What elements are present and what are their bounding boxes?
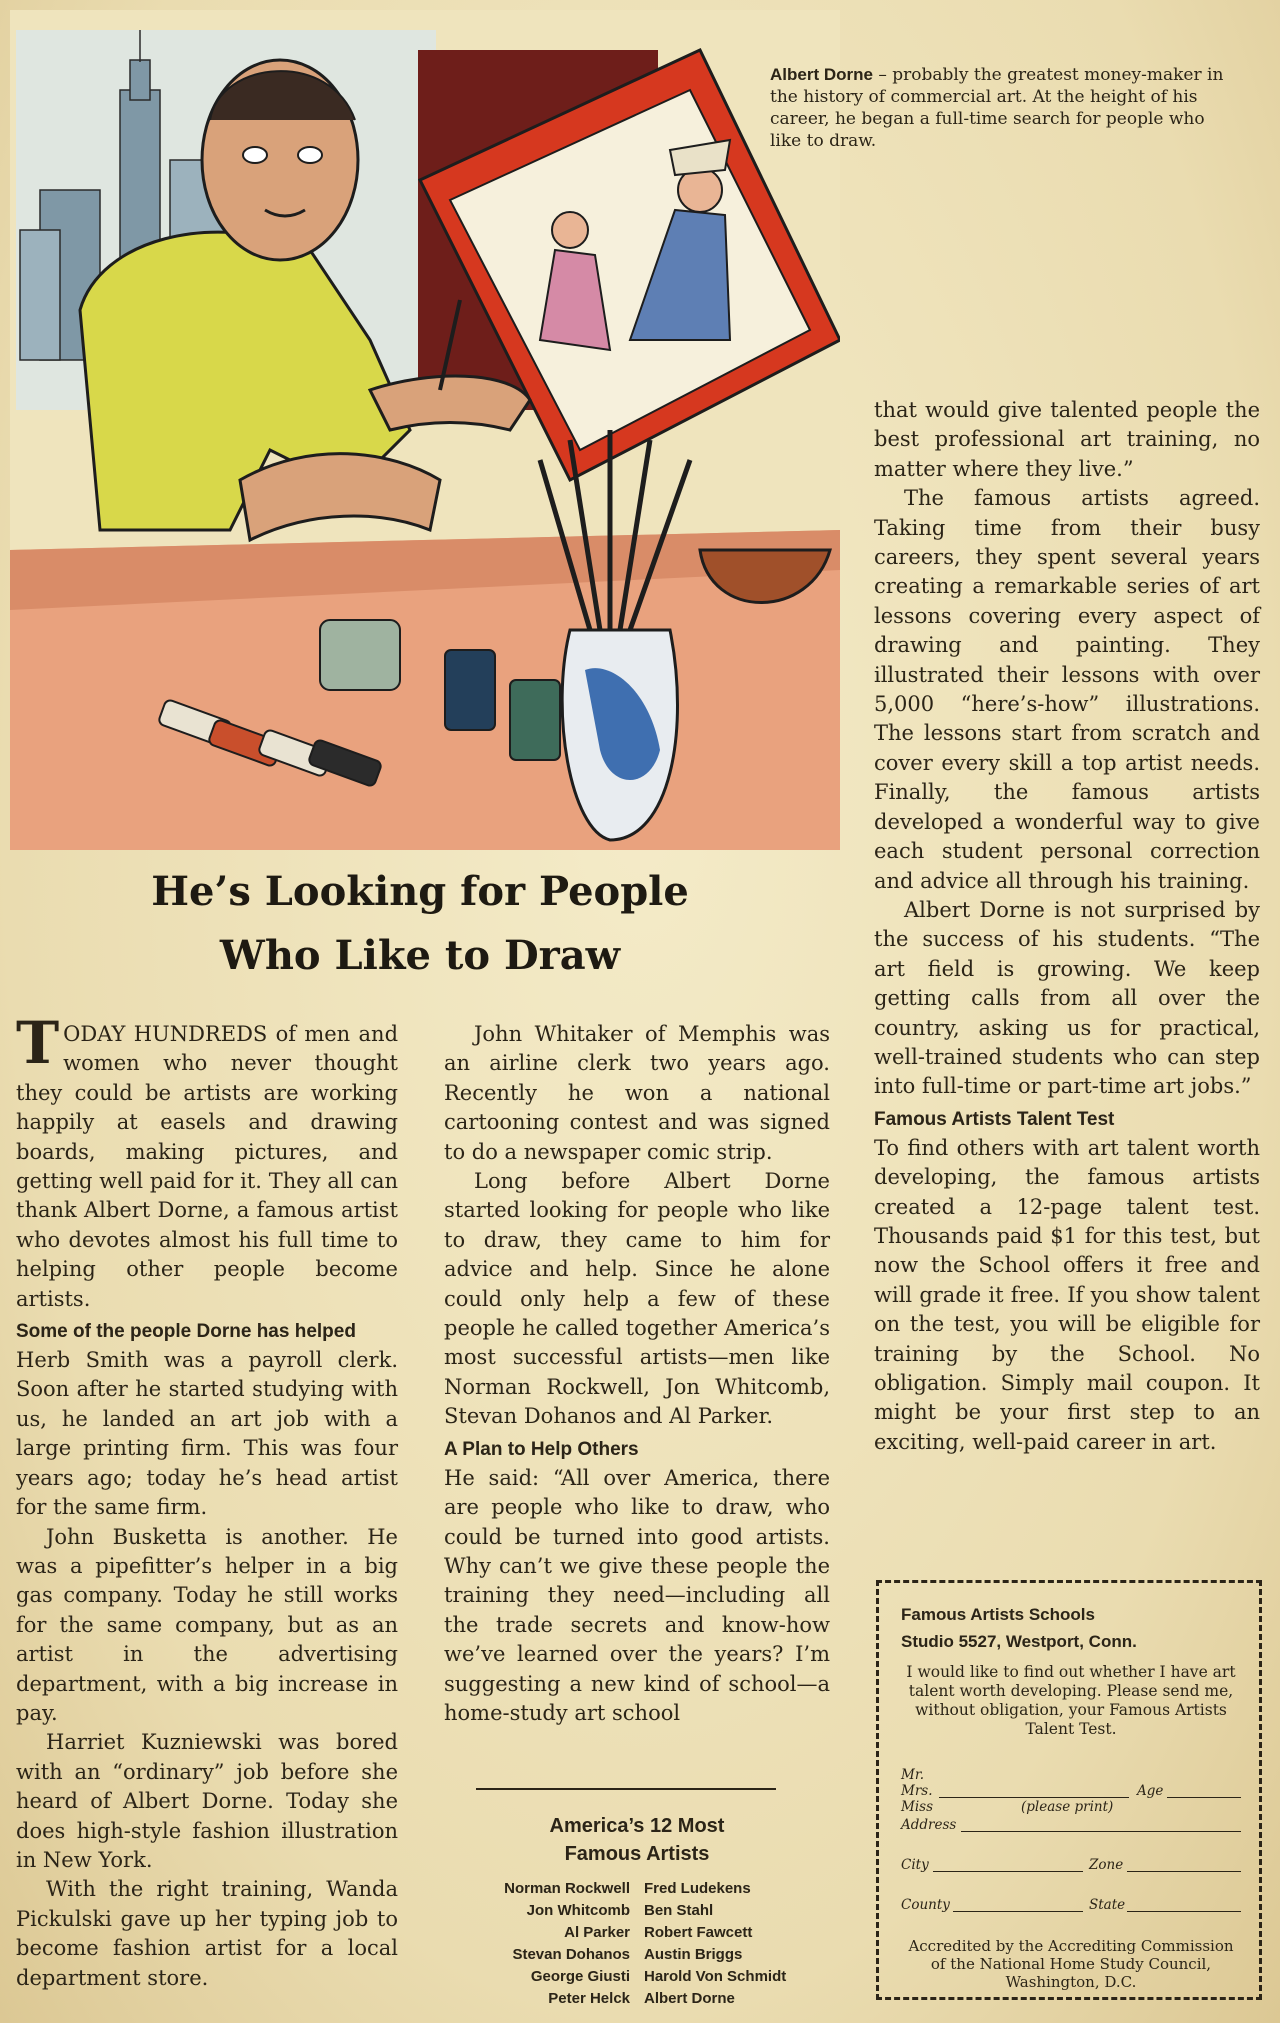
- address-label: Address: [901, 1817, 957, 1833]
- artist-name: Fred Ludekens: [644, 1880, 751, 1897]
- paragraph-continued: that would give talented people the best professional art training, no matter where they live.”: [874, 398, 1260, 481]
- paragraph-harriet: Harriet Kuzniewski was bored with an “ordinary” job before she heard of Albert Dorne. Today she does high-style fashion illustration in New York.: [16, 1730, 398, 1872]
- artist-name: George Giusti: [530, 1968, 630, 1985]
- coupon-school-name: Famous Artists Schools: [901, 1605, 1095, 1624]
- mrs-label: Mrs.: [901, 1783, 933, 1799]
- state-field[interactable]: [1127, 1911, 1241, 1912]
- paragraph-herb-smith: Herb Smith was a payroll clerk. Soon after he started studying with us, he landed an art job with a large printing firm. This was four years ago; today he’s head artist for the same firm.: [16, 1348, 398, 1520]
- accreditation-note: Accredited by the Accrediting Commission of the National Home Study Council, Washington, D.C.: [908, 1937, 1234, 1991]
- column-1: [16, 1009, 399, 1993]
- headline-line-1: He’s Looking for People: [151, 868, 689, 915]
- address-field[interactable]: [961, 1831, 1241, 1832]
- artist-name: Harold Von Schmidt: [644, 1968, 787, 1985]
- paragraph-wanda: With the right training, Wanda Pickulski gave up her typing job to become fashion artist for a local department store.: [16, 1877, 398, 1990]
- artists-list: [430, 1878, 850, 2010]
- city-field[interactable]: [933, 1871, 1083, 1872]
- artist-row: [430, 1966, 850, 1988]
- headline-line-2: Who Like to Draw: [219, 932, 621, 979]
- mail-coupon: [876, 1580, 1262, 2000]
- drop-cap: T: [16, 1009, 60, 1077]
- county-field[interactable]: [953, 1911, 1083, 1912]
- divider-rule: [476, 1788, 776, 1790]
- artist-name: Albert Dorne: [644, 1990, 735, 2007]
- subhead-dorne-helped: Some of the people Dorne has helped: [16, 1321, 356, 1343]
- county-label: County: [901, 1897, 950, 1913]
- artist-row: [430, 1878, 850, 1900]
- intro-paragraph: [16, 1009, 399, 1314]
- paragraph-talent-test: To find others with art talent worth developing, the famous artists created a 12-page talent test. Thousands paid $1 for this test, but now the School offers it free and will grade it free. If you show talent on the test, you will be eligible for training by the School. No obligation. Simply mail coupon. It might be your first step to an exciting, well-paid career in art.: [874, 1135, 1260, 1454]
- paragraph-artists-agreed: The famous artists agreed. Taking time from their busy careers, they spent several years creating a remarkable series of art lessons covering every aspect of drawing and painting. They illustrated their lessons with over 5,000 “here’s-how” illustrations. The lessons start from scratch and cover every skill a top artist needs. Finally, the famous artists developed a wonderful way to give each student personal correction and advice all through his training.: [874, 486, 1260, 893]
- zone-field[interactable]: [1127, 1871, 1241, 1872]
- artist-name: Jon Whitcomb: [526, 1902, 630, 1919]
- artist-name: Stevan Dohanos: [512, 1946, 630, 1963]
- paragraph-not-surprised: Albert Dorne is not surprised by the success of his students. “The art field is growing. We keep getting calls from all over the country, asking us for practical, well-trained students who can step into full-time or part-time art jobs.”: [874, 897, 1260, 1099]
- artist-row: [430, 1944, 850, 1966]
- paragraph-long-before: Long before Albert Dorne started looking for people who like to draw, they came to him for advice and help. Since he alone could only help a few of these people he called together America’s most successful artists—men like Norman Rockwell, Jon Whitcomb, Stevan Dohanos and Al Parker.: [444, 1169, 830, 1429]
- artist-name: Ben Stahl: [644, 1902, 714, 1919]
- artist-illustration: [10, 10, 840, 850]
- caption-name: Albert Dorne: [770, 65, 873, 84]
- artist-name: Norman Rockwell: [504, 1880, 630, 1897]
- artist-row: [430, 1988, 850, 2010]
- paragraph-john-whitaker: John Whitaker of Memphis was an airline clerk two years ago. Recently he won a national cartooning contest and was signed to do a newspaper comic strip.: [444, 1022, 830, 1164]
- artists-title: [444, 1812, 830, 1868]
- subhead-talent-test: Famous Artists Talent Test: [874, 1108, 1115, 1130]
- coupon-studio-address: Studio 5527, Westport, Conn.: [901, 1632, 1137, 1651]
- artist-row: [430, 1900, 850, 1922]
- artist-row: [430, 1922, 850, 1944]
- state-label: State: [1089, 1897, 1126, 1913]
- paragraph-john-busketta: John Busketta is another. He was a pipefitter’s helper in a big gas company. Today he still works for the same company, but as an artist in the advertising department, with a big increase in pay.: [16, 1524, 398, 1725]
- column-3: [874, 396, 1260, 1457]
- name-field[interactable]: [939, 1797, 1129, 1798]
- column-2: [444, 1020, 830, 1728]
- headline: [40, 860, 800, 988]
- miss-label: Miss: [901, 1799, 933, 1815]
- artists-title-line-2: Famous Artists: [564, 1843, 710, 1865]
- illustration-caption: [770, 64, 1240, 152]
- coupon-title: [901, 1601, 1137, 1655]
- artist-name: Austin Briggs: [644, 1946, 743, 1963]
- paragraph-he-said: He said: “All over America, there are people who like to draw, who could be turned into good artists. Why can’t we give these people the training they need—including all the trade secrets and know-how we’ve learned over the years? I’m suggesting a new kind of school—a home-study art school: [444, 1465, 830, 1725]
- mr-label: Mr.: [901, 1767, 925, 1783]
- city-label: City: [901, 1857, 929, 1873]
- artist-name: Al Parker: [564, 1924, 630, 1941]
- caption-text: – probably the greatest money-maker in the history of commercial art. At the height of his career, he began a full-time search for people who like to draw.: [770, 65, 1224, 151]
- subhead-plan: A Plan to Help Others: [444, 1438, 639, 1460]
- print-note: (please print): [1021, 1799, 1114, 1815]
- lead-caps: ODAY HUNDREDS: [63, 1022, 268, 1046]
- artists-title-line-1: America’s 12 Most: [549, 1815, 725, 1837]
- age-label: Age: [1137, 1783, 1164, 1799]
- artist-name: Robert Fawcett: [644, 1924, 753, 1941]
- coupon-request-text: I would like to find out whether I have art talent worth developing. Please send me, without obligation, your Famous Artists Talent Test.: [906, 1663, 1236, 1738]
- artist-name: Peter Helck: [548, 1990, 630, 2007]
- intro-text: of men and women who never thought they could be artists are working happily at easels and drawing boards, making pictures, and getting well paid for it. They all can thank Albert Dorne, a famous artist who devotes almost his full time to helping other people become artists.: [16, 1022, 399, 1311]
- zone-label: Zone: [1089, 1857, 1124, 1873]
- age-field[interactable]: [1167, 1797, 1241, 1798]
